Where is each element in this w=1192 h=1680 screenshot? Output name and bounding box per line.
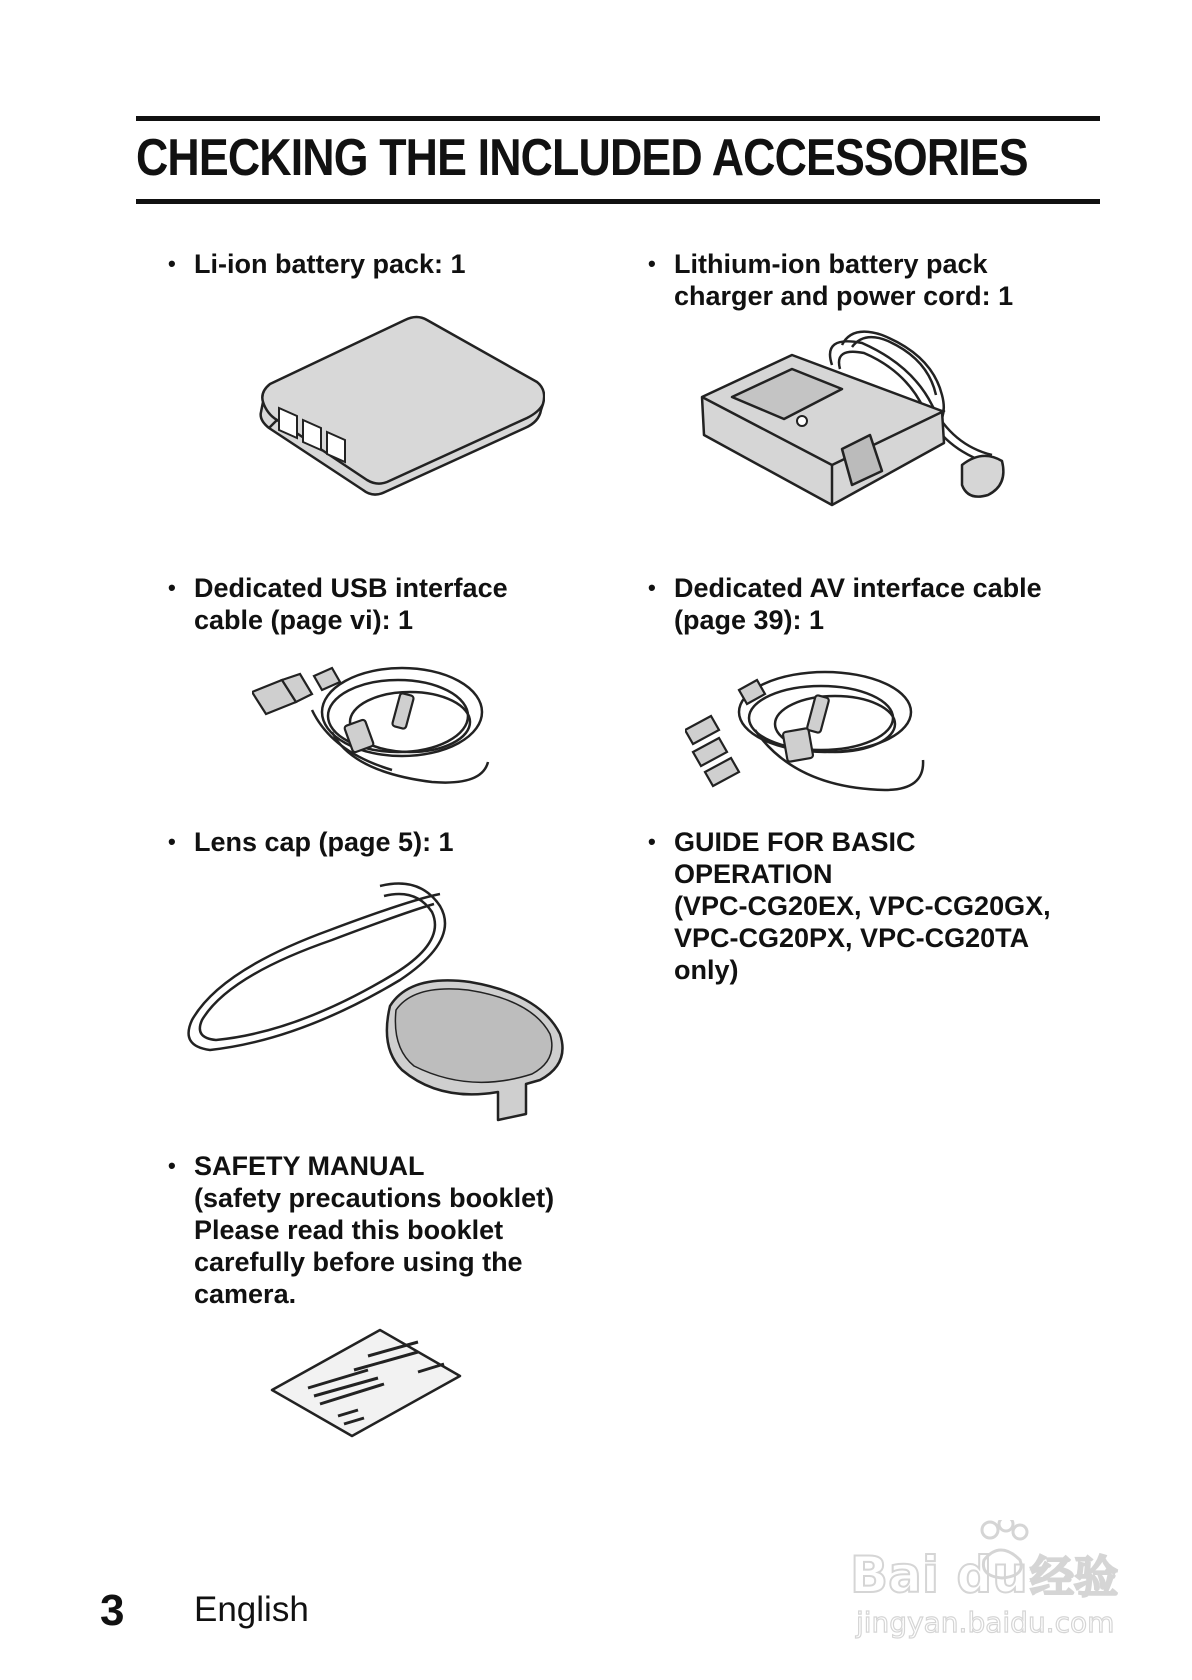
title-top-rule bbox=[136, 116, 1100, 121]
item-text-line: Dedicated USB interface bbox=[194, 573, 508, 603]
bullet: • bbox=[648, 575, 656, 600]
item-text-line: OPERATION bbox=[674, 859, 833, 889]
bullet: • bbox=[168, 251, 176, 276]
accessory-item-guide bbox=[648, 826, 1051, 986]
accessory-item-battery bbox=[168, 248, 466, 280]
svg-text:Bai du: Bai du bbox=[850, 1546, 1028, 1604]
item-text-line: Please read this booklet bbox=[194, 1215, 504, 1245]
item-text-line: VPC-CG20PX, VPC-CG20TA bbox=[674, 923, 1030, 953]
page-number: 3 bbox=[100, 1586, 125, 1635]
item-text-line: (safety precautions booklet) bbox=[194, 1183, 555, 1213]
item-text-line: GUIDE FOR BASIC bbox=[674, 827, 916, 857]
booklet-icon bbox=[268, 1326, 468, 1438]
svg-text:经验: 经验 bbox=[1030, 1552, 1118, 1603]
item-text-line: cable (page vi): 1 bbox=[194, 605, 414, 635]
item-text-line: Dedicated AV interface cable bbox=[674, 573, 1042, 603]
battery-charger-icon bbox=[692, 325, 1052, 530]
bullet: • bbox=[648, 829, 656, 854]
item-text-line: (page 39): 1 bbox=[674, 605, 825, 635]
bullet: • bbox=[168, 575, 176, 600]
item-text-line: charger and power cord: 1 bbox=[674, 281, 1014, 311]
accessory-item-usb-cable bbox=[168, 572, 508, 636]
bullet: • bbox=[648, 251, 656, 276]
accessory-item-charger bbox=[648, 248, 1014, 312]
usb-cable-icon bbox=[252, 652, 502, 802]
lens-cap-icon bbox=[180, 870, 570, 1130]
item-text-line: Li-ion battery pack: 1 bbox=[194, 249, 466, 279]
item-text-line: only) bbox=[674, 955, 739, 985]
accessory-item-lens-cap bbox=[168, 826, 454, 858]
item-text-line: Lens cap (page 5): 1 bbox=[194, 827, 454, 857]
accessory-item-safety-manual bbox=[168, 1150, 555, 1310]
baidu-watermark-logo bbox=[840, 1520, 1140, 1640]
item-text-line: camera. bbox=[194, 1279, 297, 1309]
language-label: English bbox=[194, 1590, 309, 1629]
av-cable-icon bbox=[685, 660, 935, 810]
item-text-line: carefully before using the bbox=[194, 1247, 523, 1277]
title-bottom-rule bbox=[136, 199, 1100, 204]
page-title: CHECKING THE INCLUDED ACCESSORIES bbox=[136, 129, 1028, 187]
bullet: • bbox=[168, 829, 176, 854]
item-text-line: (VPC-CG20EX, VPC-CG20GX, bbox=[674, 891, 1051, 921]
battery-pack-icon bbox=[255, 312, 545, 502]
accessory-item-av-cable bbox=[648, 572, 1042, 636]
bullet: • bbox=[168, 1153, 176, 1178]
item-text-line: Lithium-ion battery pack bbox=[674, 249, 988, 279]
svg-text:jingyan.baidu.com: jingyan.baidu.com bbox=[856, 1606, 1115, 1639]
item-text-line: SAFETY MANUAL bbox=[194, 1151, 425, 1181]
